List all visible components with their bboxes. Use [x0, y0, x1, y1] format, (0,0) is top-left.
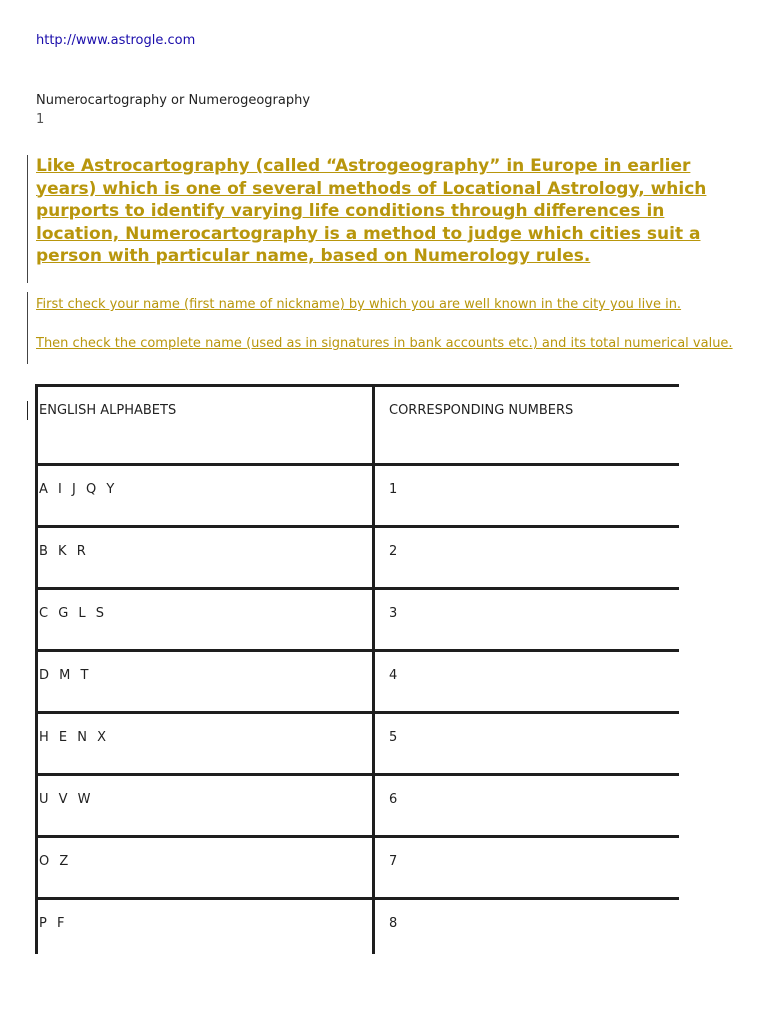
letters-cell: C G L S [37, 589, 374, 651]
alphabet-number-table [35, 384, 679, 954]
number-cell: 7 [374, 837, 680, 899]
header-english-alphabets: ENGLISH ALPHABETS [37, 386, 374, 465]
table-row [37, 527, 680, 589]
number-cell: 2 [374, 527, 680, 589]
table-row [37, 465, 680, 527]
letters-cell: U V W [37, 775, 374, 837]
table-row [37, 589, 680, 651]
number-cell: 8 [374, 899, 680, 955]
table-row [37, 775, 680, 837]
page-number: 1 [36, 112, 45, 127]
letters-cell: H E N X [37, 713, 374, 775]
table-row [37, 837, 680, 899]
table-row [37, 713, 680, 775]
document-title: Numerocartography or Numerogeography [36, 93, 311, 108]
number-cell: 3 [374, 589, 680, 651]
header-corresponding-numbers: CORRESPONDING NUMBERS [374, 386, 680, 465]
number-cell: 6 [374, 775, 680, 837]
number-cell: 1 [374, 465, 680, 527]
margin-change-bar [27, 292, 28, 364]
letters-cell: D M T [37, 651, 374, 713]
alphabet-number-table-container [35, 384, 679, 954]
table-row [37, 899, 680, 955]
text-cursor [27, 401, 28, 420]
site-url-link[interactable]: http://www.astrogle.com [36, 33, 196, 48]
table-header-row [37, 386, 680, 465]
letters-cell: B K R [37, 527, 374, 589]
table-row [37, 651, 680, 713]
intro-paragraph: Like Astrocartography (called “Astrogeography” in Europe in earlier years) which is one of several methods of Locational Astrology, which purports to identify varying life conditions through differences in location, Numerocartography is a method to judge which cities suit a person with particular name, based on Numerology rules. [36, 156, 707, 266]
number-cell: 5 [374, 713, 680, 775]
letters-cell: O Z [37, 837, 374, 899]
letters-cell: P F [37, 899, 374, 955]
note-first-name: First check your name (first name of nickname) by which you are well known in the city you live in. [36, 297, 682, 312]
letters-cell: A I J Q Y [37, 465, 374, 527]
margin-change-bar [27, 155, 28, 283]
number-cell: 4 [374, 651, 680, 713]
note-complete-name: Then check the complete name (used as in signatures in bank accounts etc.) and its total numerical value. [36, 336, 733, 351]
